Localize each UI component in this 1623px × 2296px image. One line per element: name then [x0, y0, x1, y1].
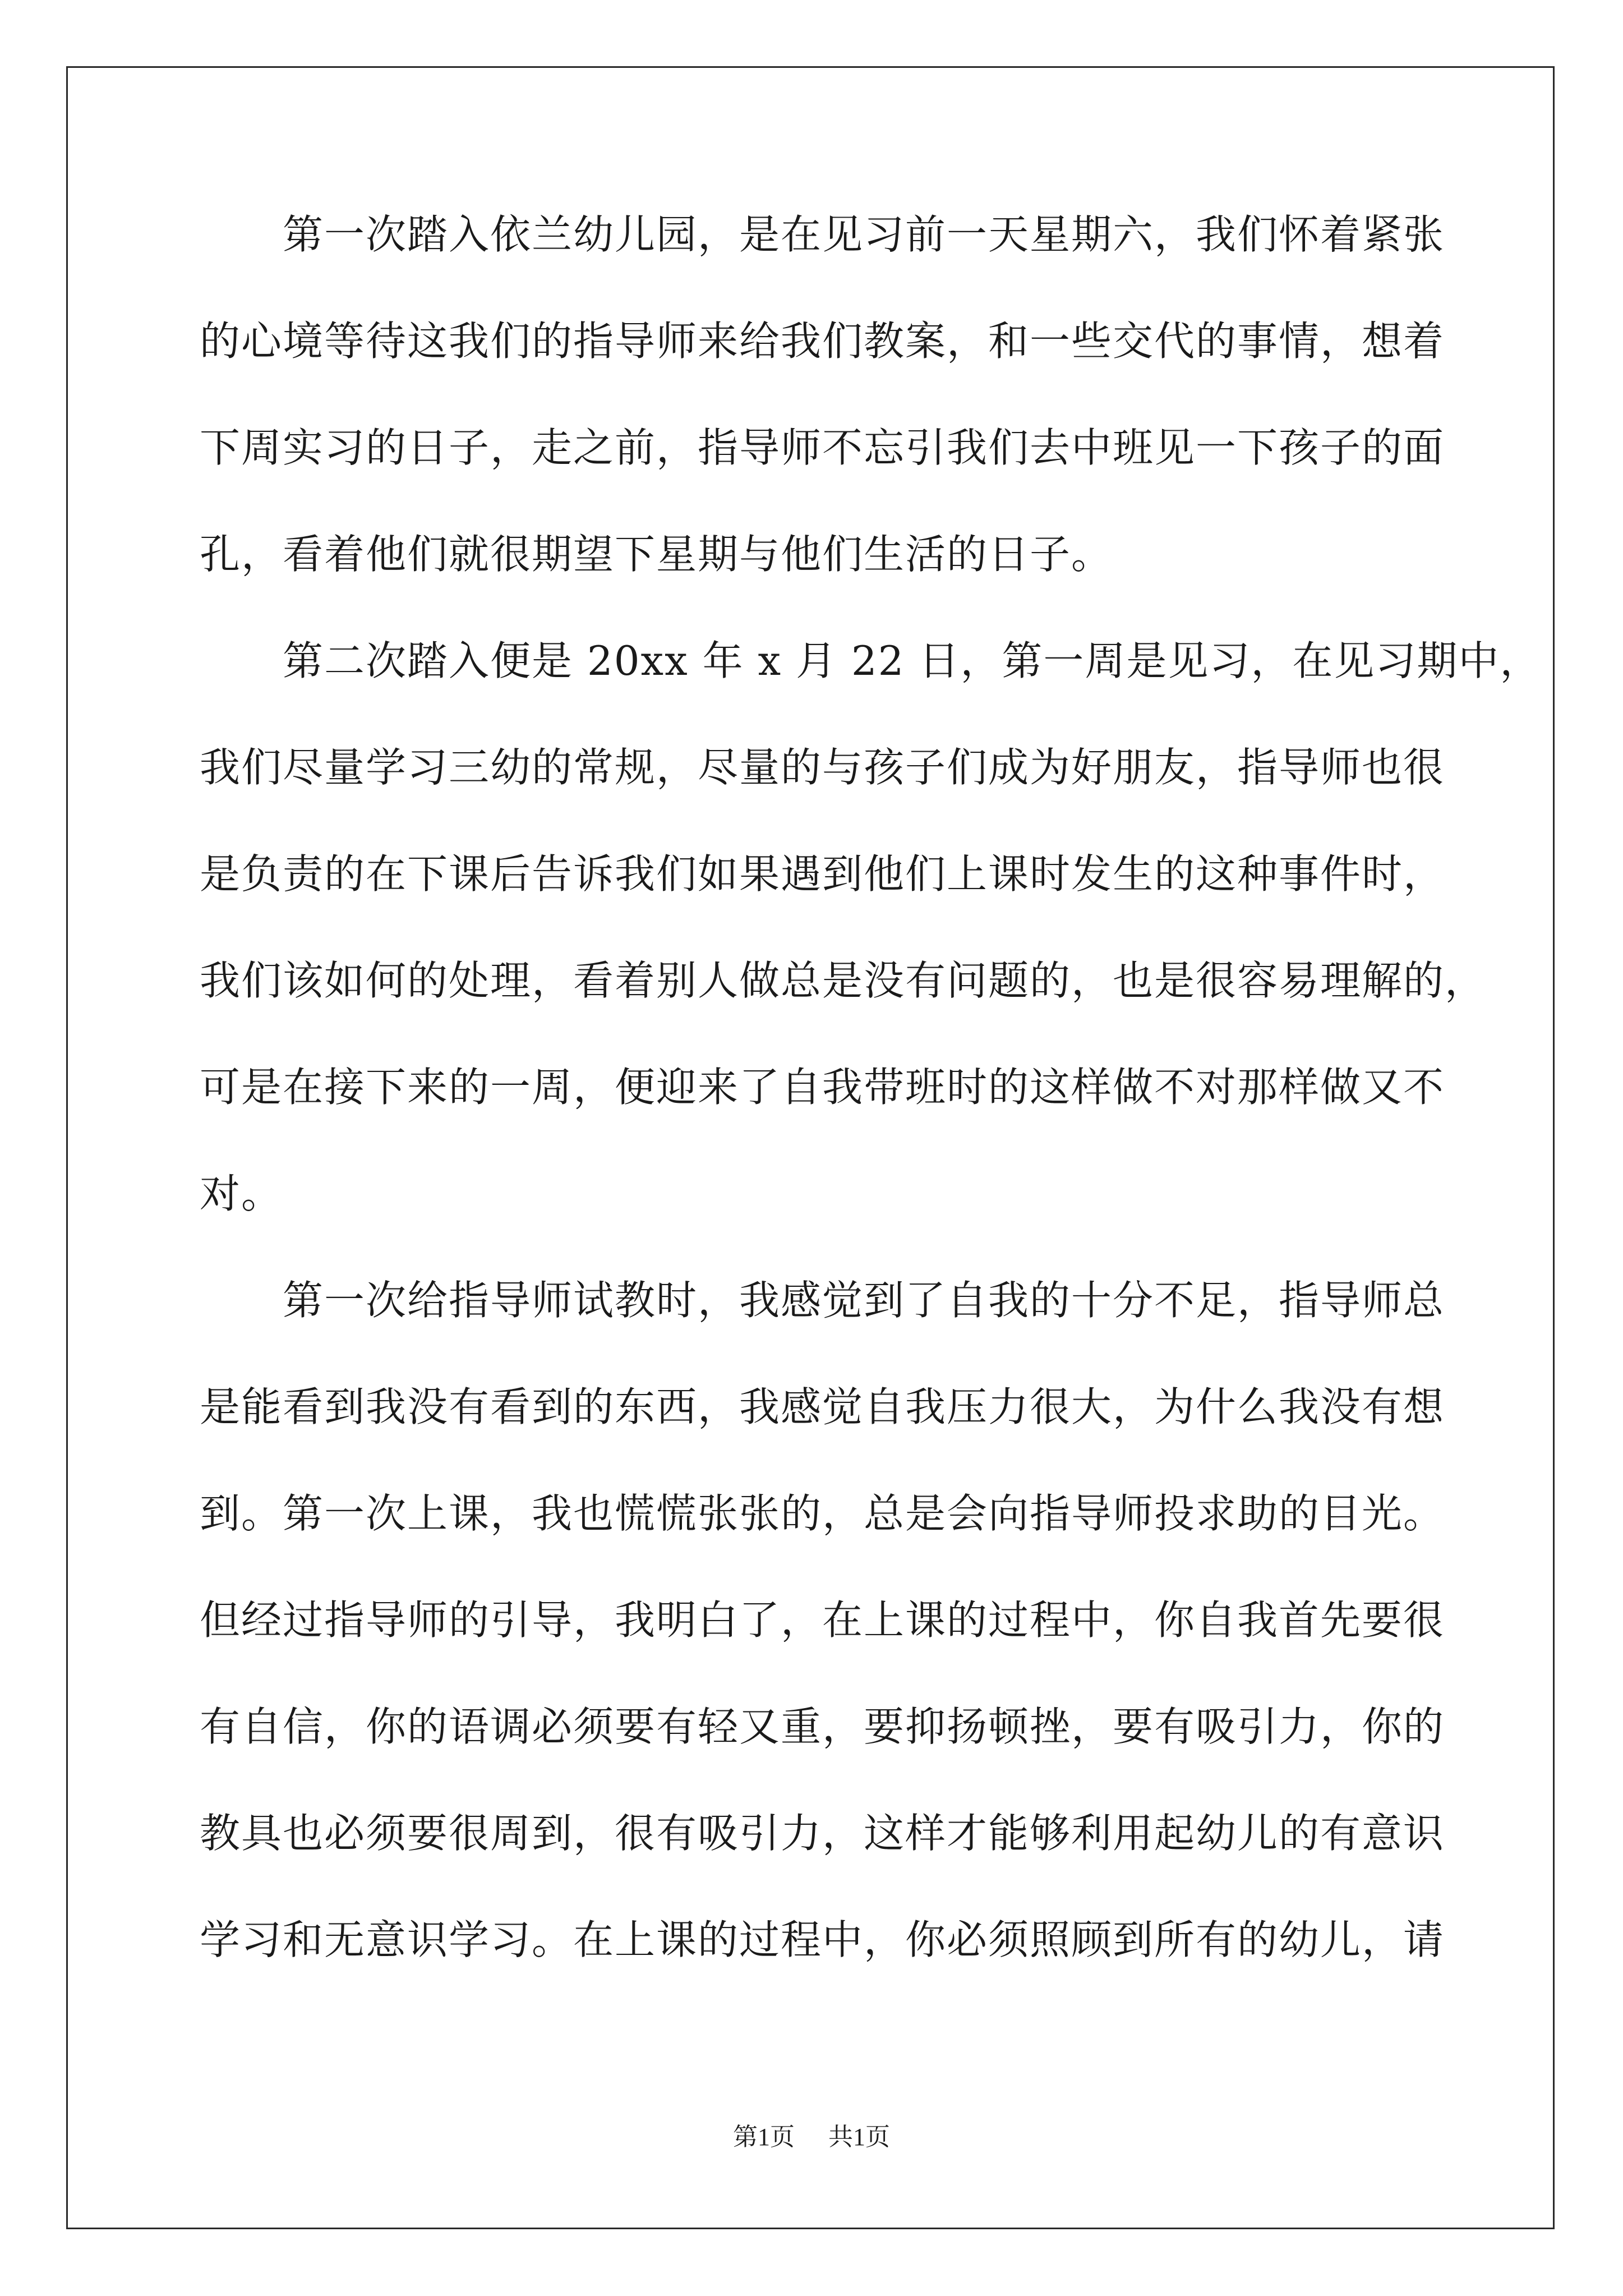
text-line: 下周实习的日子，走之前，指导师不忘引我们去中班见一下孩子的面 [200, 424, 1445, 471]
text-line: 我们该如何的处理，看着别人做总是没有问题的，也是很容易理解的， [200, 957, 1487, 1004]
text-line: 对。 [200, 1170, 283, 1217]
text-line: 学习和无意识学习。在上课的过程中，你必须照顾到所有的幼儿，请 [200, 1916, 1445, 1963]
text-line: 孔，看着他们就很期望下星期与他们生活的日子。 [200, 531, 1113, 578]
page-footer [0, 2120, 1623, 2154]
text-line: 可是在接下来的一周，便迎来了自我带班时的这样做不对那样做又不 [200, 1064, 1445, 1111]
text-line: 是能看到我没有看到的东西，我感觉自我压力很大，为什么我没有想 [200, 1383, 1445, 1430]
page-total: 共1页 [828, 2123, 890, 2151]
text-line: 我们尽量学习三幼的常规，尽量的与孩子们成为好朋友，指导师也很 [200, 744, 1445, 791]
text-line: 第一次踏入依兰幼儿园，是在见习前一天星期六，我们怀着紧张 [200, 211, 1445, 258]
text-line: 第一次给指导师试教时，我感觉到了自我的十分不足，指导师总 [200, 1277, 1445, 1324]
page-border [66, 66, 1555, 2229]
text-line: 到。第一次上课，我也慌慌张张的，总是会向指导师投求助的目光。 [200, 1490, 1445, 1537]
text-line: 第二次踏入便是 20xx 年 x 月 22 日，第一周是见习，在见习期中， [200, 637, 1542, 684]
text-line: 是负责的在下课后告诉我们如果遇到他们上课时发生的这种事件时， [200, 850, 1445, 898]
text-line: 教具也必须要很周到，很有吸引力，这样才能够利用起幼儿的有意识 [200, 1810, 1445, 1857]
page-number: 第1页 [733, 2123, 795, 2151]
text-line: 的心境等待这我们的指导师来给我们教案，和一些交代的事情，想着 [200, 318, 1445, 365]
text-line: 有自信，你的语调必须要有轻又重，要抑扬顿挫，要有吸引力，你的 [200, 1703, 1445, 1750]
text-line: 但经过指导师的引导，我明白了，在上课的过程中，你自我首先要很 [200, 1596, 1445, 1644]
